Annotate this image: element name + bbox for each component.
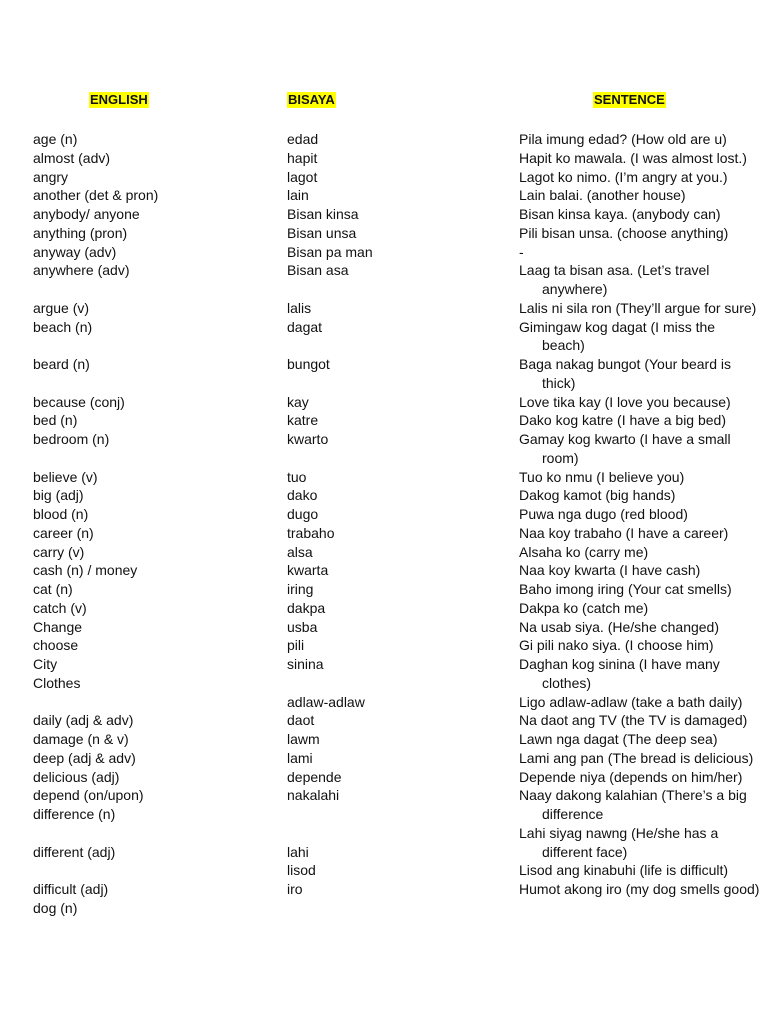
english-word: beard (n) [33,356,90,372]
sentence-line: Daghan kog sinina (I have many [519,656,720,672]
english-word [33,693,158,712]
bisaya-word [287,374,373,393]
bisaya-word: dakpa [287,599,326,616]
english-column [33,130,158,918]
bisaya-word [287,824,373,843]
sentence-line: Gamay kog kwarto (I have a small [519,431,731,447]
english-word: anywhere (adv) [33,262,130,279]
sentence-line: room) [542,449,579,466]
english-word: angry [33,168,69,185]
bisaya-word: lain [287,187,309,204]
sentence-line: different face) [542,843,628,860]
english-word: carry (v) [33,543,85,560]
english-word [33,374,158,393]
english-word: dog (n) [33,899,78,916]
bisaya-word: Bisan pa man [287,243,373,260]
english-word: age (n) [33,131,78,147]
bisaya-word: usba [287,618,318,635]
english-word: big (adj) [33,487,84,504]
sentence-line: Pili bisan unsa. (choose anything) [519,224,729,241]
bisaya-word: lahi [287,843,309,860]
sentence-line: Lisod ang kinabuhi (life is difficult) [519,862,729,879]
bisaya-word: alsa [287,543,313,560]
english-word: almost (adv) [33,149,111,166]
bisaya-word: Bisan unsa [287,224,357,241]
bisaya-word: Bisan kinsa [287,206,359,222]
sentence-line: Lalis ni sila ron (They’ll argue for sure) [519,299,757,316]
bisaya-word: trabaho [287,524,335,541]
sentence-line: beach) [542,337,585,354]
sentence-line: Lahi siyag nawng (He/she has a [519,824,719,841]
english-word: blood (n) [33,506,89,522]
bisaya-word [287,674,373,693]
bisaya-word: adlaw-adlaw [287,693,365,710]
bisaya-word: nakalahi [287,787,340,804]
bisaya-word: bungot [287,356,330,372]
bisaya-word: lalis [287,299,312,316]
sentence-line: Naa koy trabaho (I have a career) [519,524,729,541]
english-word [33,861,158,880]
bisaya-word: lami [287,749,313,766]
bisaya-word: iro [287,881,303,897]
sentence-column [519,130,759,918]
bisaya-word: iring [287,581,314,597]
bisaya-word: katre [287,412,319,429]
english-word: another (det & pron) [33,187,159,204]
bisaya-word: kwarto [287,431,329,447]
sentence-line: - [519,243,524,260]
english-word: deep (adj & adv) [33,749,136,766]
sentence-line: Na usab siya. (He/she changed) [519,618,719,635]
header-english: ENGLISH [90,92,148,107]
sentence-line: Dakpa ko (catch me) [519,599,649,616]
english-word [33,824,158,843]
bisaya-word: hapit [287,149,318,166]
sentence-line: Lami ang pan (The bread is delicious) [519,749,754,766]
sentence-line: Baga nakag bungot (Your beard is [519,356,731,372]
sentence-line [519,899,759,918]
english-word: anyway (adv) [33,243,117,260]
english-word: cat (n) [33,581,73,597]
bisaya-word [287,336,373,355]
sentence-line: Depende niya (depends on him/her) [519,768,743,785]
sentence-line: Puwa nga dugo (red blood) [519,506,688,522]
sentence-line: Na daot ang TV (the TV is damaged) [519,712,748,729]
english-word [33,280,158,299]
header-sentence: SENTENCE [594,92,665,107]
bisaya-word: pili [287,637,305,654]
bisaya-word: lisod [287,862,316,879]
bisaya-word [287,805,373,824]
bisaya-word [287,899,373,918]
english-word: depend (on/upon) [33,787,144,804]
sentence-line: Lawn nga dagat (The deep sea) [519,731,718,747]
sentence-line: Alsaha ko (carry me) [519,543,649,560]
sentence-line: Dako kog katre (I have a big bed) [519,412,727,429]
english-word: bedroom (n) [33,431,110,447]
sentence-line: Humot akong iro (my dog smells good) [519,881,760,897]
bisaya-word: depende [287,768,342,785]
english-word: anything (pron) [33,224,128,241]
english-word: catch (v) [33,599,87,616]
english-word: difficult (adj) [33,881,109,897]
english-word: daily (adj & adv) [33,712,134,729]
bisaya-column [287,130,373,918]
bisaya-word: lagot [287,168,318,185]
bisaya-word: kwarta [287,562,329,579]
sentence-line: Baho imong iring (Your cat smells) [519,581,732,597]
sentence-line: Dakog kamot (big hands) [519,487,676,504]
english-word: argue (v) [33,299,90,316]
bisaya-word: dagat [287,318,323,335]
sentence-line: Love tika kay (I love you because) [519,393,731,410]
bisaya-word: kay [287,393,309,410]
sentence-line: Gi pili nako siya. (I choose him) [519,637,714,654]
sentence-line: clothes) [542,674,592,691]
english-word: Clothes [33,674,81,691]
english-word [33,449,158,468]
bisaya-word [287,280,373,299]
english-word: believe (v) [33,468,98,485]
bisaya-word: daot [287,712,315,729]
sentence-line: Gimingaw kog dagat (I miss the [519,318,716,335]
english-word: bed (n) [33,412,78,429]
sentence-line: Pila imung edad? (How old are u) [519,131,727,147]
bisaya-word: edad [287,131,319,147]
bisaya-word: sinina [287,656,324,672]
bisaya-word: dugo [287,506,319,522]
sentence-line: thick) [542,374,576,391]
english-word: beach (n) [33,318,93,335]
english-word: delicious (adj) [33,768,120,785]
sentence-line: difference [542,806,604,822]
english-word: difference (n) [33,806,116,822]
english-word: Change [33,618,83,635]
sentence-line: Naa koy kwarta (I have cash) [519,562,701,579]
sentence-line: Tuo ko nmu (I believe you) [519,468,685,485]
header-bisaya: BISAYA [288,92,335,107]
english-word: because (conj) [33,393,125,410]
sentence-line: Ligo adlaw-adlaw (take a bath daily) [519,693,743,710]
english-word: choose [33,637,79,654]
bisaya-word [287,449,373,468]
english-word: cash (n) / money [33,562,138,579]
bisaya-word: tuo [287,468,307,485]
english-word: anybody/ anyone [33,206,140,222]
english-word: City [33,656,58,672]
bisaya-word: lawm [287,731,320,747]
bisaya-word: dako [287,487,318,504]
english-word [33,336,158,355]
sentence-line: Lain balai. (another house) [519,187,686,204]
sentence-line: Lagot ko nimo. (I’m angry at you.) [519,168,728,185]
english-word: different (adj) [33,843,116,860]
sentence-line: Naay dakong kalahian (There’s a big [519,787,747,804]
bisaya-word: Bisan asa [287,262,349,279]
sentence-line: anywhere) [542,281,608,297]
sentence-line: Hapit ko mawala. (I was almost lost.) [519,149,747,166]
sentence-line: Laag ta bisan asa. (Let’s travel [519,262,710,279]
english-word: damage (n & v) [33,731,129,747]
sentence-line: Bisan kinsa kaya. (anybody can) [519,206,721,222]
english-word: career (n) [33,524,94,541]
